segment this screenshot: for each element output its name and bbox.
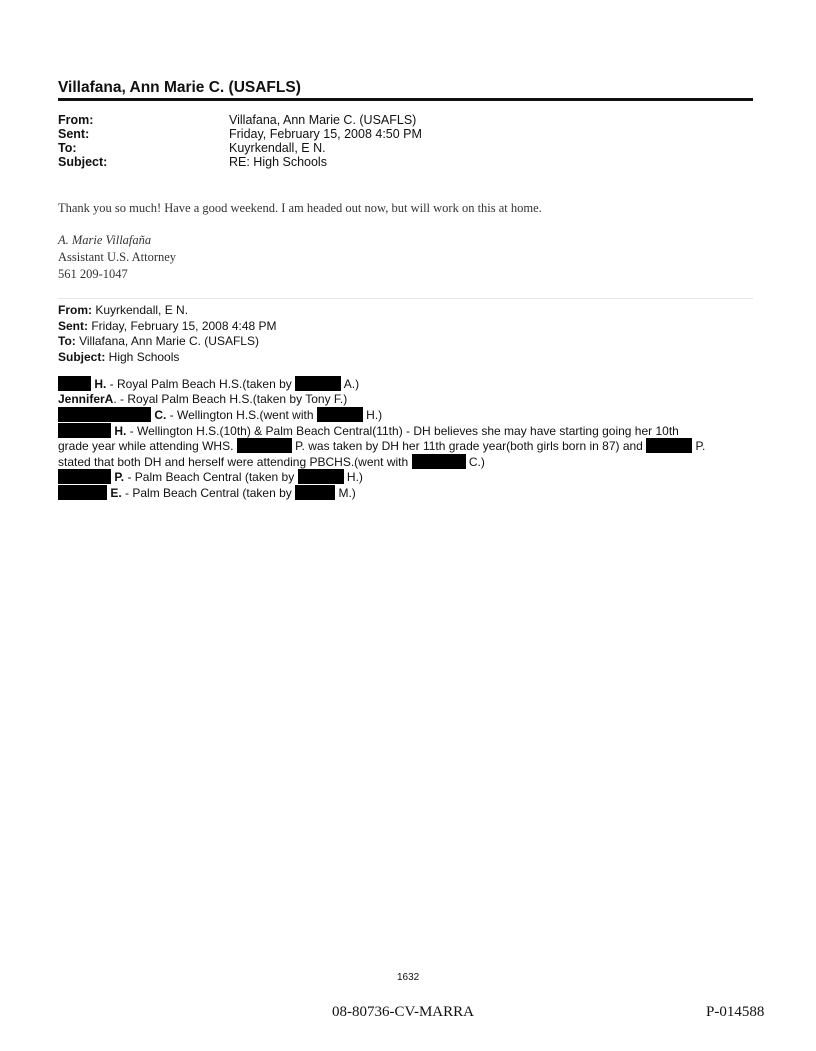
signature-block (58, 232, 176, 283)
forwarded-subject: Subject: High Schools (58, 349, 180, 364)
list-item: grade year while attending WHS. P. was taken by DH her 11th grade year(both girls born in 87) and P. (58, 439, 706, 453)
header-value: Villafana, Ann Marie C. (USAFLS) (229, 113, 417, 127)
redaction-box (646, 438, 692, 453)
list-item: E. - Palm Beach Central (taken by M.) (58, 485, 758, 501)
redaction-box (58, 423, 111, 438)
redaction-box (298, 469, 344, 484)
header-label: Subject: (58, 155, 108, 169)
reply-text: Thank you so much! Have a good weekend. I am headed out now, but will work on this at home. (58, 201, 542, 215)
redaction-box (58, 376, 91, 391)
signature-phone: 561 209-1047 (58, 267, 128, 281)
signature-name: A. Marie Villafaña (58, 233, 152, 247)
header-value: Friday, February 15, 2008 4:50 PM (229, 127, 422, 141)
redaction-box (317, 407, 363, 422)
redaction-box (295, 485, 335, 500)
forwarded-to: To: Villafana, Ann Marie C. (USAFLS) (58, 334, 259, 348)
redaction-box (295, 376, 341, 391)
header-value: Kuyrkendall, E N. (229, 141, 326, 155)
header-label: From: (58, 113, 94, 127)
redaction-box (237, 438, 292, 453)
redaction-box (58, 407, 151, 422)
forwarded-from: From: Kuyrkendall, E N. (58, 303, 189, 317)
header-value: RE: High Schools (229, 155, 327, 169)
signature-role: Assistant U.S. Attorney (58, 250, 177, 264)
bates-number: P-014588 (706, 1004, 765, 1020)
forwarded-sent: Sent: Friday, February 15, 2008 4:48 PM (58, 318, 277, 333)
list-item: JenniferA. - Royal Palm Beach H.S.(taken by Tony F.) (58, 391, 348, 406)
list-item: P. - Palm Beach Central (taken by H.) (58, 469, 758, 485)
forward-divider (58, 298, 753, 299)
redaction-box (412, 454, 466, 469)
list-item: C. - Wellington H.S.(went with H.) (58, 407, 758, 423)
list-item: H. - Wellington H.S.(10th) & Palm Beach Central(11th) - DH believes she may have starting going her 10th (58, 423, 758, 439)
email-title: Villafana, Ann Marie C. (USAFLS) (58, 79, 301, 96)
page-number: 1632 (397, 972, 420, 983)
entry-list (58, 376, 758, 500)
header-label: Sent: (58, 127, 90, 141)
header-label: To: (58, 141, 77, 155)
redaction-box (58, 485, 107, 500)
list-item: stated that both DH and herself were attending PBCHS.(went with C.) (58, 454, 485, 469)
case-number: 08-80736-CV-MARRA (332, 1004, 474, 1020)
list-item: H. - Royal Palm Beach H.S.(taken by A.) (58, 376, 758, 392)
redaction-box (58, 469, 111, 484)
forwarded-header (58, 303, 277, 365)
title-rule (58, 98, 753, 101)
